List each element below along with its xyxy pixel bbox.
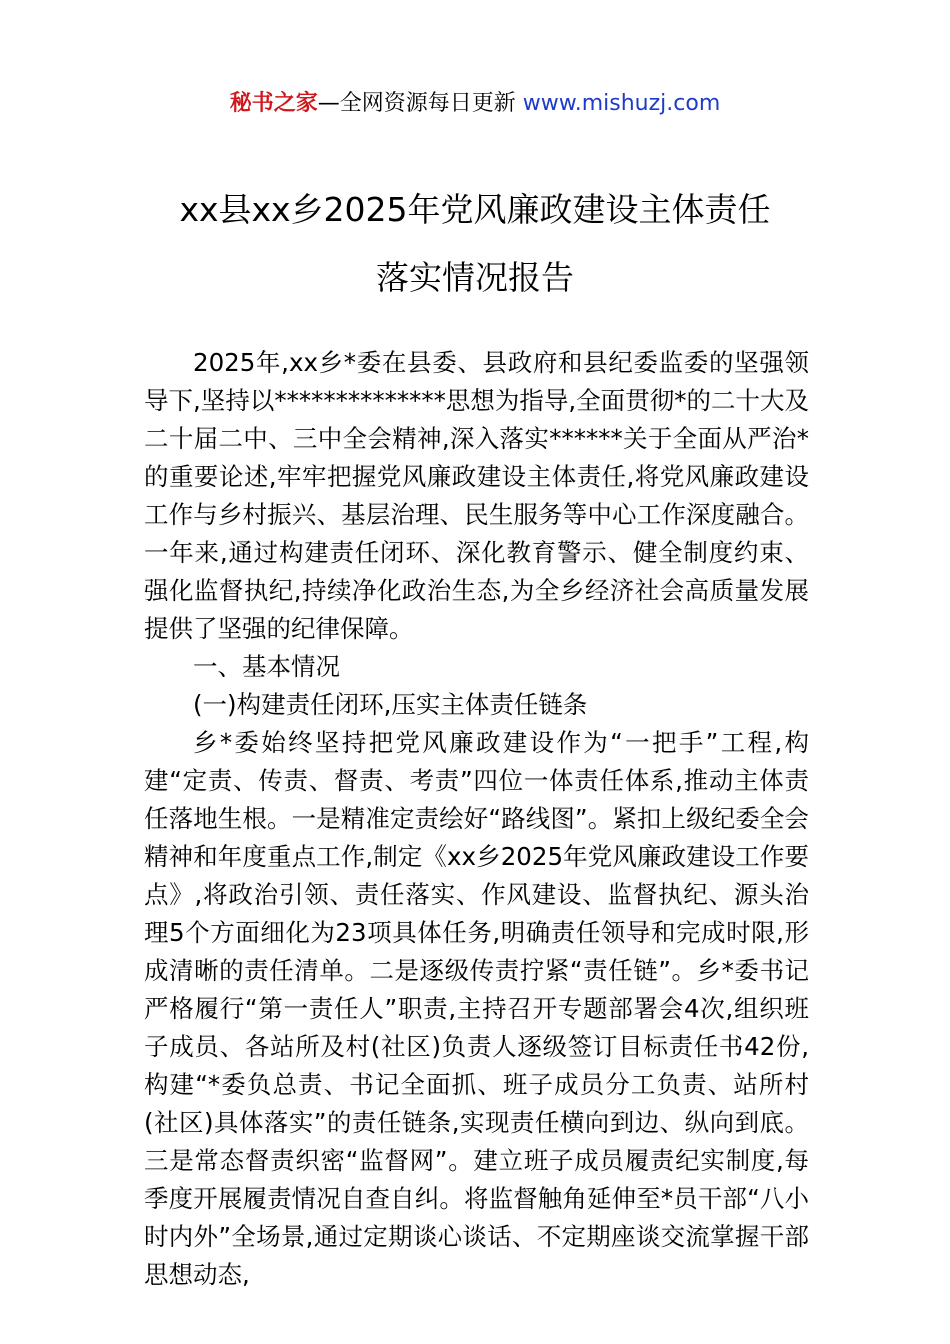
body-paragraph: 乡*委始终坚持把党风廉政建设作为“一把手”工程,构建“定责、传责、督责、考责”四位一体责任体系,推动主体责任落地生根。一是精准定责绘好“路线图”。紧扣上级纪委全会精神和年度重点工作,制定《xx乡2025年党风廉政建设工作要点》,将政治引领、责任落实、作风建设、监督执纪、源头治理5个方面细化为23项具体任务,明确责任领导和完成时限,形成清晰的责任清单。二是逐级传责拧紧“责任链”。乡*委书记严格履行“第一责任人”职责,主持召开专题部署会4次,组织班子成员、各站所及村(社区)负责人逐级签订目标责任书42份,构建“*委负总责、书记全面抓、班子成员分工负责、站所村(社区)具体落实”的责任链条,实现责任横向到边、纵向到底。三是常态督责织密“监督网”。建立班子成员履责纪实制度,每季度开展履责情况自查自纠。将监督触角延伸至*员干部“八小时内外”全场景,通过定期谈心谈话、不定期座谈交流掌握干部思想动态, xyxy=(144,728,809,1289)
document-body xyxy=(144,344,809,1294)
site-banner xyxy=(0,88,950,120)
section-heading: 一、基本情况 xyxy=(193,652,340,681)
subsection-heading: (一)构建责任闭环,压实主体责任链条 xyxy=(193,690,588,719)
document-title-line-1: xx县xx乡2025年党风廉政建设主体责任 xyxy=(179,190,771,229)
document-title-line-2: 落实情况报告 xyxy=(376,258,574,297)
intro-paragraph: 2025年,xx乡*委在县委、县政府和县纪委监委的坚强领导下,坚持以**************思想为指导,全面贯彻*的二十大及二十届二中、三中全会精神,深入落实******关于全面从严治*的重要论述,牢牢把握党风廉政建设主体责任,将党风廉政建设工作与乡村振兴、基层治理、民生服务等中心工作深度融合。一年来,通过构建责任闭环、深化教育警示、健全制度约束、强化监督执纪,持续净化政治生态,为全乡经济社会高质量发展提供了坚强的纪律保障。 xyxy=(144,348,809,643)
brand-name: 秘书之家 xyxy=(229,91,318,116)
site-url-link[interactable]: www.mishuzj.com xyxy=(522,91,721,116)
banner-tagline: —全网资源每日更新 xyxy=(317,91,523,116)
